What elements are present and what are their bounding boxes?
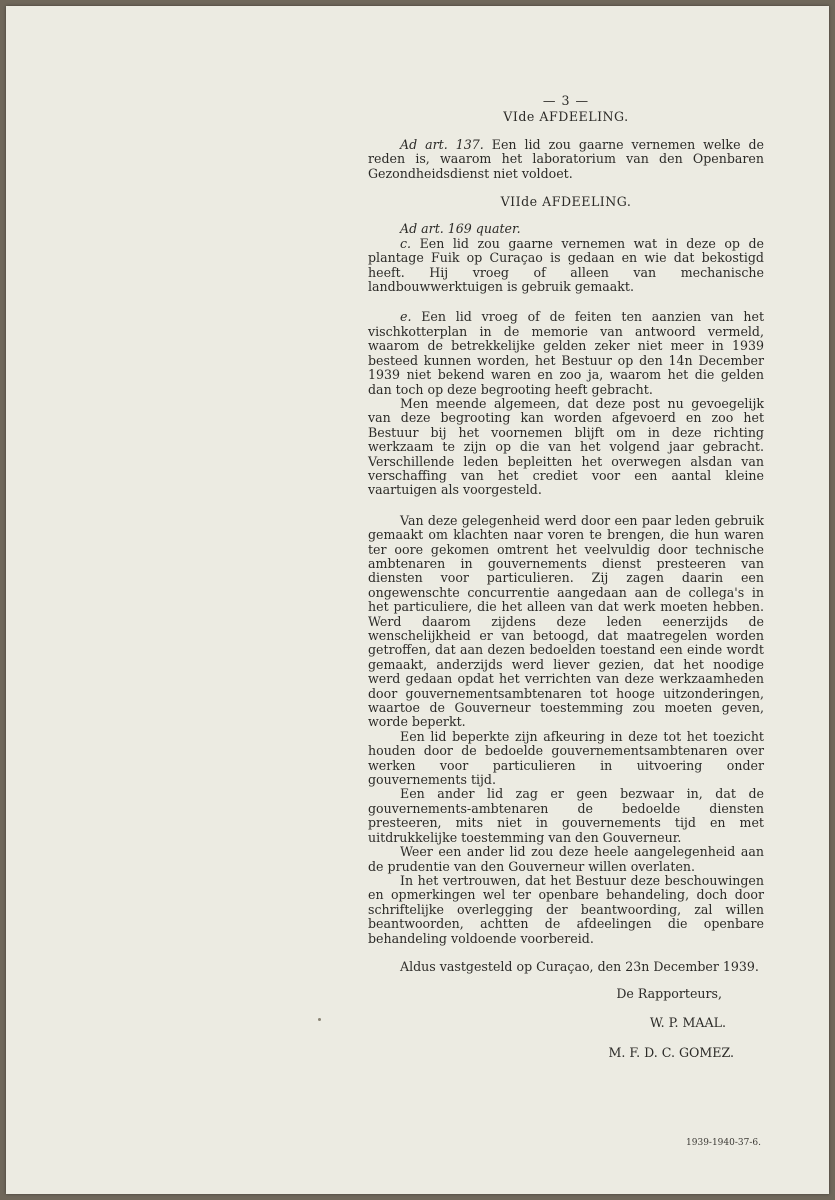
body-paragraph-3: Een ander lid zag er geen bezwaar in, dat de gouvernements-ambtenaren de bedoelde diensten presteeren, mits niet in gouvernements tijd en met uitdrukkelijke toestemming van den Gouverneur. [368,786,764,845]
signatory-2: M. F. D. C. GOMEZ. [608,1045,734,1061]
item-e-label: e. [400,309,412,325]
document-page [6,6,829,1194]
body-paragraph-1: Van deze gelegenheid werd door een paar leden gebruik gemaakt om klachten naar voren te brengen, die hun waren ter oore gekomen omtrent het veelvuldig door technische ambtenaren in gouvernements dienst presteeren van diensten voor particulieren. Zij zagen daarin een ongewenschte concurrentie aangedaan aan de collega's in het particuliere, die het alleen van dat werk moeten hebben. Werd daarom zijdens deze leden eenerzijds de wenschelijkheid er van betoogd, dat maatregelen worden getroffen, dat aan dezen bedoelden toestand een einde wordt gemaakt, anderzijds werd liever gezien, dat het noodige werd gedaan opdat het verrichten van deze werkzaamheden door gouvernementsambtenaren tot hooge uitzonderingen, waartoe de Gouverneur toestemming zou moeten geven, worde beperkt. [368,512,764,730]
text-column [368,94,764,1061]
item-c-label: c. [400,235,412,251]
article-137-text: Een lid zou gaarne vernemen welke de reden is, waarom het laboratorium van den Openbaren Gezondheidsdienst niet voldoet. [368,136,765,181]
article-169-label: Ad art. 169 quater. [400,221,521,237]
men-meende-paragraph: Men meende algemeen, dat deze post nu gevoegelijk van deze begrooting kan worden afgevoerd en zoo het Bestuur bij het voornemen blijft om in deze richting werkzaam te zijn op die van het volgend jaar gebracht. Verschillende leden bepleitten het overwegen alsdan van verschaffing van het crediet voor een aantal kleine vaartuigen als voorgesteld. [368,395,764,498]
section-heading-6: VIde AFDEELING. [503,109,629,125]
page-number: — 3 — [542,93,590,108]
article-169-label-line [368,222,764,236]
rapporteurs-label: De Rapporteurs, [616,986,722,1002]
section-heading-7: VIIde AFDEELING. [500,194,632,210]
paper-speck [318,1018,321,1021]
article-137-paragraph [368,138,764,181]
signatory-1: W. P. MAAL. [649,1014,726,1030]
article-137-label: Ad art. 137. [400,136,484,152]
document-reference: 1939-1940-37-6. [686,1138,761,1148]
item-e-paragraph [368,310,764,396]
body-paragraph-5: In het vertrouwen, dat het Bestuur deze beschouwingen en opmerkingen wel ter openbare behandeling, doch door schriftelijke overlegging der beantwoording, zal willen beantwoorden, achtten de afdeelingen die openbare behandeling voldoende voorbereid. [368,872,764,946]
item-c-text: Een lid zou gaarne vernemen wat in deze op de plantage Fuik op Curaçao is gedaan en wie dat bekostigd heeft. Hij vroeg of alleen van mechanische landbouwwerktuigen is gebruik gemaakt. [368,235,764,295]
item-e-text: Een lid vroeg of de feiten ten aanzien van het vischkotterplan in de memorie van antwoord vermeld, waarom de betrekkelijke gelden zeker niet meer in 1939 besteed kunnen worden, het Bestuur op den 14n December 1939 niet bekend waren en zoo ja, waarom het die gelden dan toch op deze begrooting heeft gebracht. [368,309,764,397]
body-paragraph-4: Weer een ander lid zou deze heele aangelegenheid aan de prudentie van den Gouverneur willen overlaten. [368,844,764,874]
item-c-paragraph [368,237,764,295]
date-line: Aldus vastgesteld op Curaçao, den 23n December 1939. [400,958,759,974]
body-paragraph-2: Een lid beperkte zijn afkeuring in deze tot het toezicht houden door de bedoelde gouvernementsambtenaren over werken voor particulieren in uitvoering onder gouvernements tijd. [368,728,764,788]
